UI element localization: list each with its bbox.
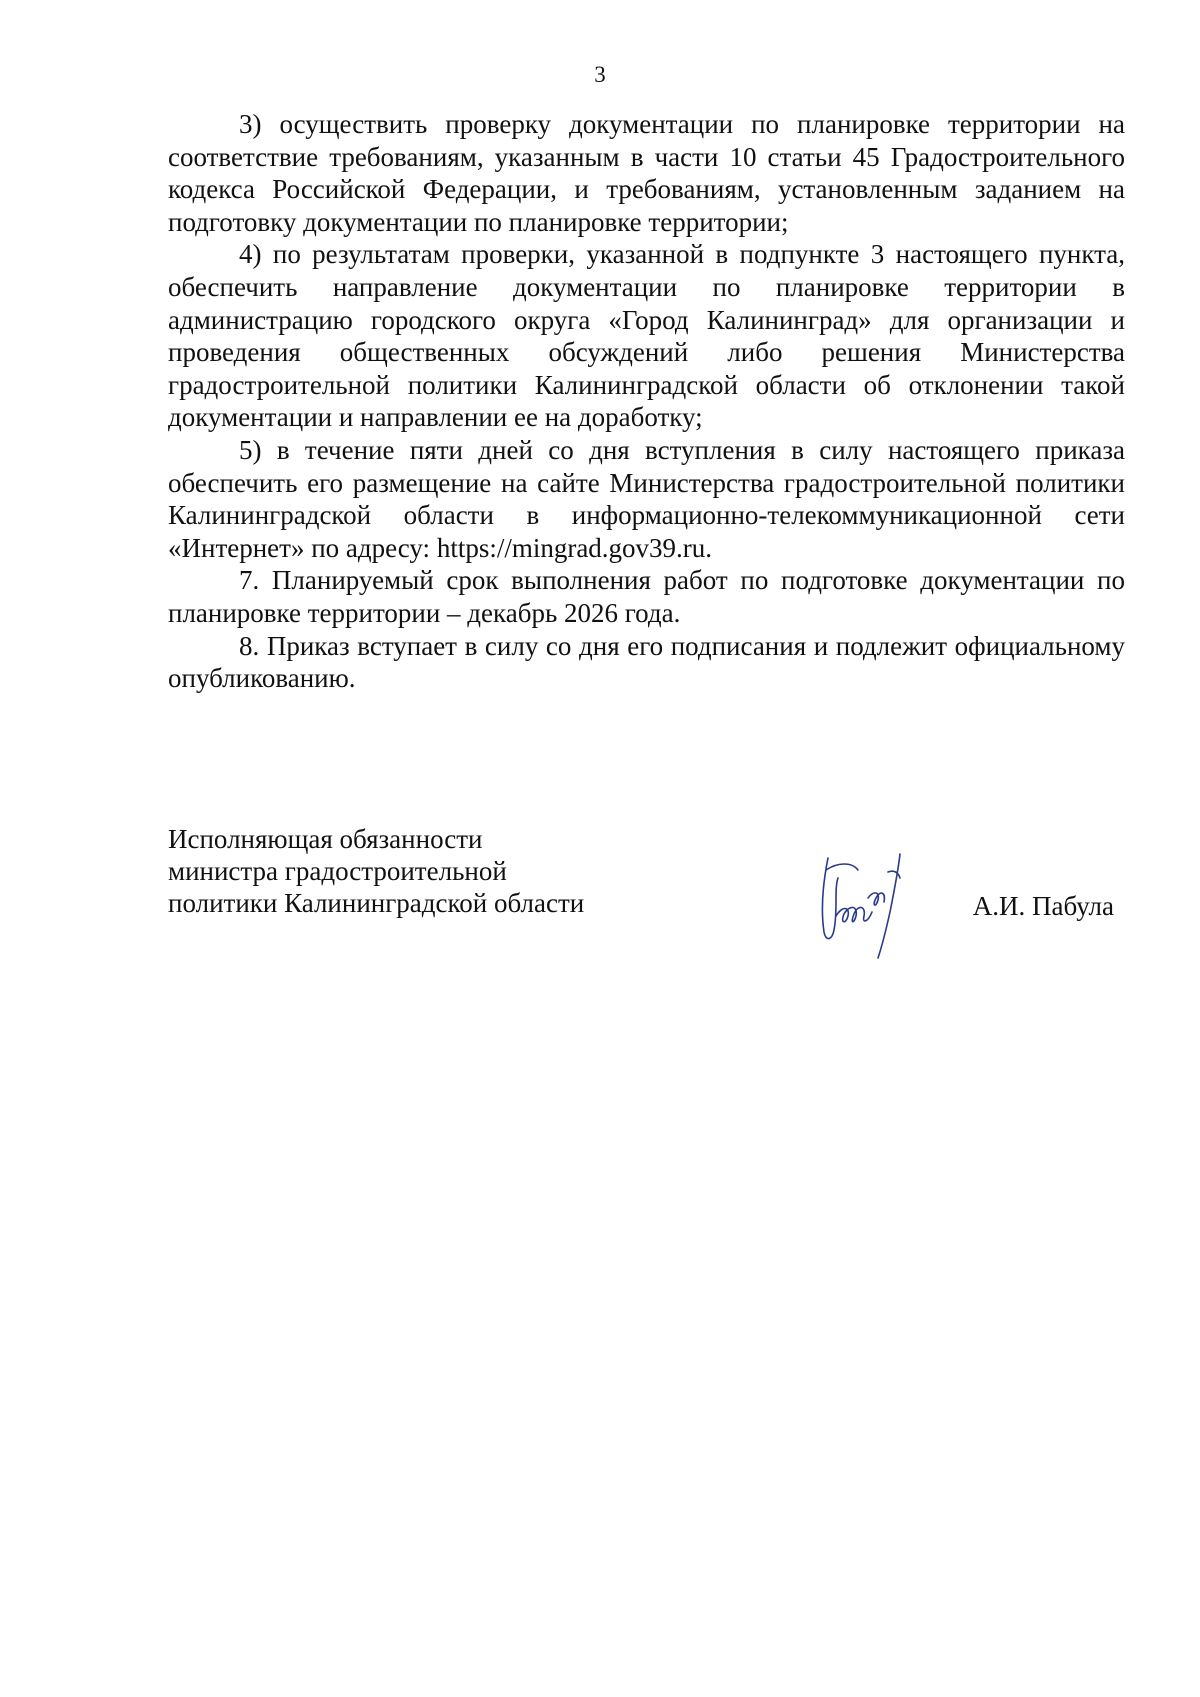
signer-name: А.И. Пабула bbox=[972, 891, 1114, 921]
signer-position-line-1: Исполняющая обязанности bbox=[168, 824, 483, 854]
paragraph-item-3: 3) осуществить проверку документации по планировке территории на соответствие требованиям, указанным в части 10 статьи 45 Градостроительного кодекса Российской Федерации, и требованиям, установленным заданием на подготовку документации по планировке территории; bbox=[168, 109, 1125, 237]
signer-position-line-2: министра градостроительной bbox=[168, 856, 507, 886]
signer-position-line-3: политики Калининградской области bbox=[168, 888, 585, 918]
page-number: 3 bbox=[594, 62, 606, 87]
handwritten-signature-icon bbox=[808, 850, 928, 960]
body-text bbox=[168, 108, 1125, 695]
paragraph-clause-7: 7. Планируемый срок выполнения работ по подготовке документации по планировке территории – декабрь 2026 года. bbox=[168, 565, 1125, 628]
paragraph-clause-8: 8. Приказ вступает в силу со дня его подписания и подлежит официальному опубликованию. bbox=[168, 630, 1125, 694]
signature-block bbox=[168, 823, 1125, 963]
paragraph-item-5: 5) в течение пяти дней со дня вступления в силу настоящего приказа обеспечить его размещение на сайте Министерства градостроительной политики Калининградской области в информационно-телекоммуникационной сети «Интернет» по адресу: https://mingrad.gov39.ru. bbox=[168, 434, 1125, 563]
paragraph-item-4: 4) по результатам проверки, указанной в подпункте 3 настоящего пункта, обеспечить направление документации по планировке территории в администрацию городского округа «Город Калининград» для организации и проведения общественных обсуждений либо решения Министерства градостроительной политики Калининградской области об отклонении такой документации и направлении ее на доработку; bbox=[168, 239, 1125, 433]
